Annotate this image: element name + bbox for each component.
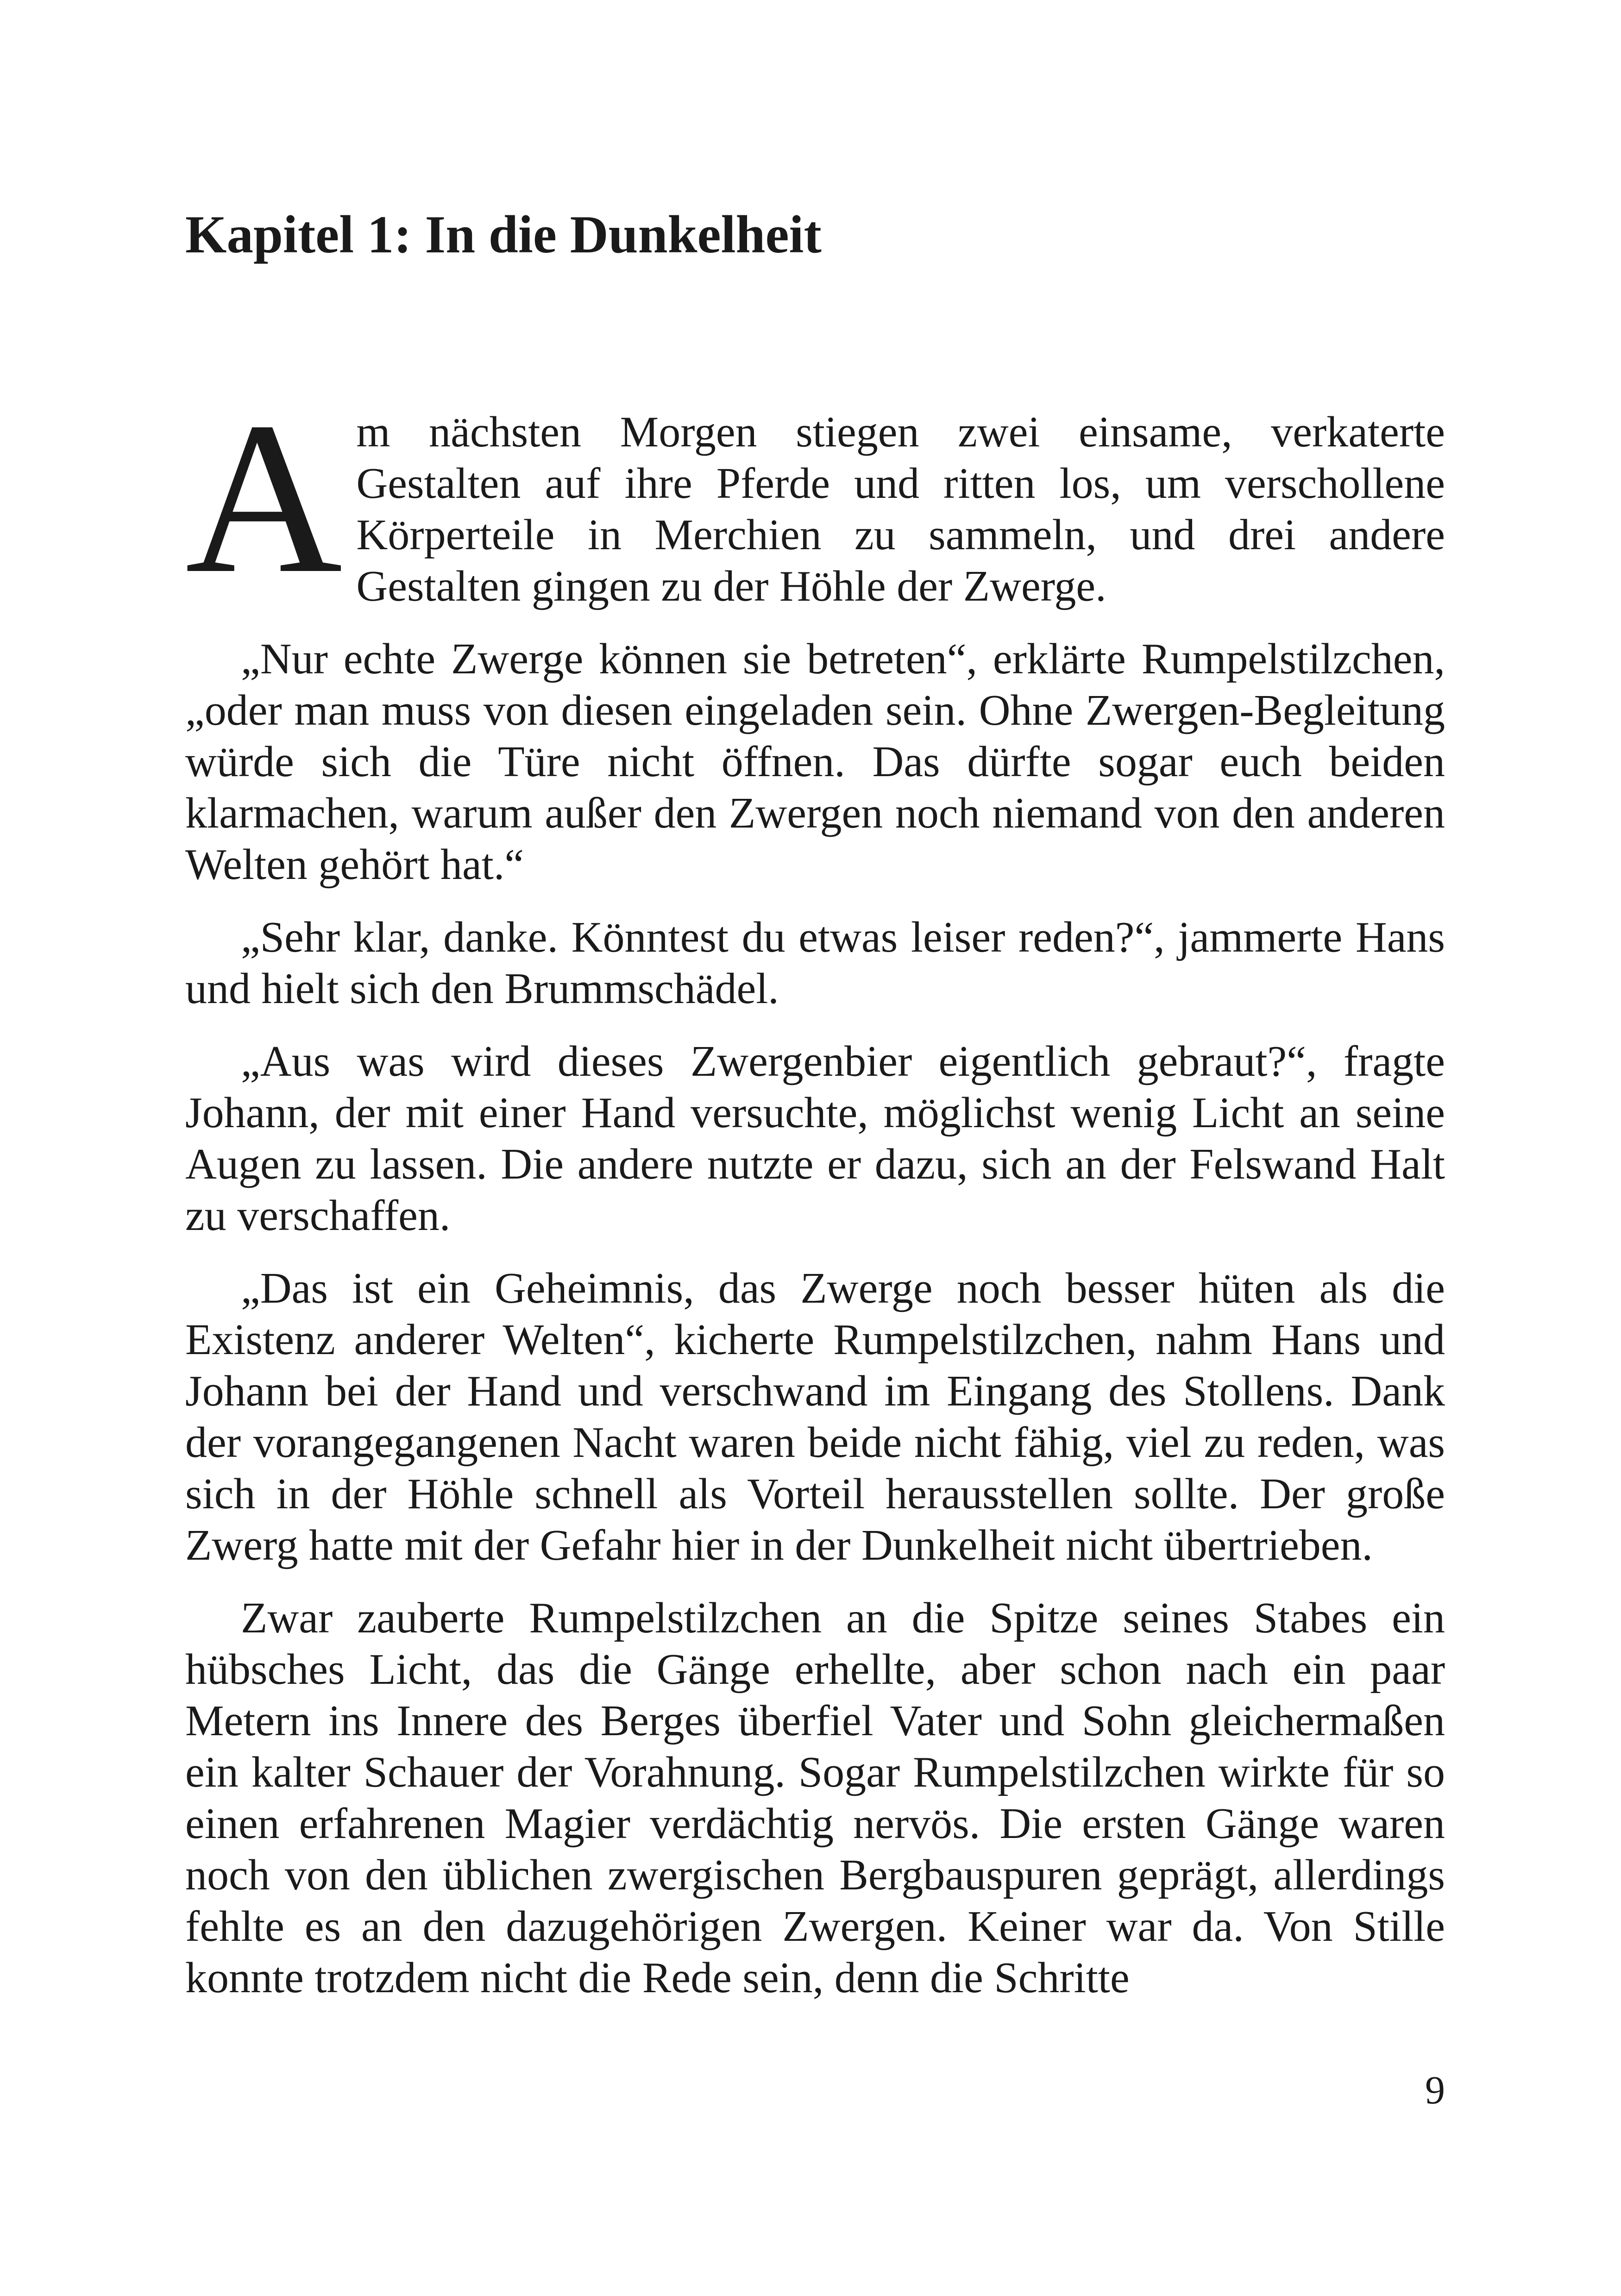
- paragraph-1: [185, 377, 1445, 618]
- paragraph-6: Zwar zauberte Rumpelstilzchen an die Spitze seines Stabes ein hübsches Licht, das die Gänge erhellte, aber schon nach ein paar Metern ins Innere des Berges überfiel Vater und Sohn gleichermaßen ein kalter Schauer der Vorahnung. Sogar Rumpelstilzchen wirkte für so einen erfahrenen Magier verdächtig nervös. Die ersten Gänge waren noch von den üblichen zwergischen Bergbauspuren geprägt, allerdings fehlte es an den dazugehörigen Zwergen. Keiner war da. Von Stille konnte trotzdem nicht die Rede sein, denn die Schritte: [185, 1594, 1445, 2002]
- paragraph-2: „Nur echte Zwerge können sie betreten“, erklärte Rumpelstilzchen, „oder man muss von diesen eingeladen sein. Ohne Zwergen-Begleitung würde sich die Türe nicht öffnen. Das dürfte sogar euch beiden klarmachen, warum außer den Zwergen noch niemand von den anderen Welten gehört hat.“: [185, 635, 1445, 889]
- body-text: [185, 377, 1445, 2025]
- paragraph-5: „Das ist ein Geheimnis, das Zwerge noch besser hüten als die Existenz anderer Welten“, kicherte Rumpelstilzchen, nahm Hans und Johann bei der Hand und verschwand im Eingang des Stollens. Dank der vorangegangenen Nacht waren beide nicht fähig, viel zu reden, was sich in der Höhle schnell als Vorteil herausstellen sollte. Der große Zwerg hatte mit der Gefahr hier in der Dunkelheit nicht übertrieben.: [185, 1264, 1445, 1569]
- page-number: 9: [1425, 2068, 1445, 2112]
- paragraph-1-text: m nächsten Morgen stiegen zwei einsame, verkaterte Gestalten auf ihre Pferde und ritten los, um verschollene Körperteile in Merchien zu sammeln, und drei andere Gestalten gingen zu der Höhle der Zwerge.: [356, 408, 1445, 610]
- paragraph-3: „Sehr klar, danke. Könntest du etwas leiser reden?“, jammerte Hans und hielt sich den Brummschädel.: [185, 913, 1445, 1013]
- paragraph-4: „Aus was wird dieses Zwergenbier eigentlich gebraut?“, fragte Johann, der mit einer Hand versuchte, möglichst wenig Licht an seine Augen zu lassen. Die andere nutzte er dazu, sich an der Felswand Halt zu verschaffen.: [185, 1037, 1445, 1240]
- chapter-title: Kapitel 1: In die Dunkelheit: [185, 205, 822, 264]
- drop-cap: A: [185, 377, 343, 618]
